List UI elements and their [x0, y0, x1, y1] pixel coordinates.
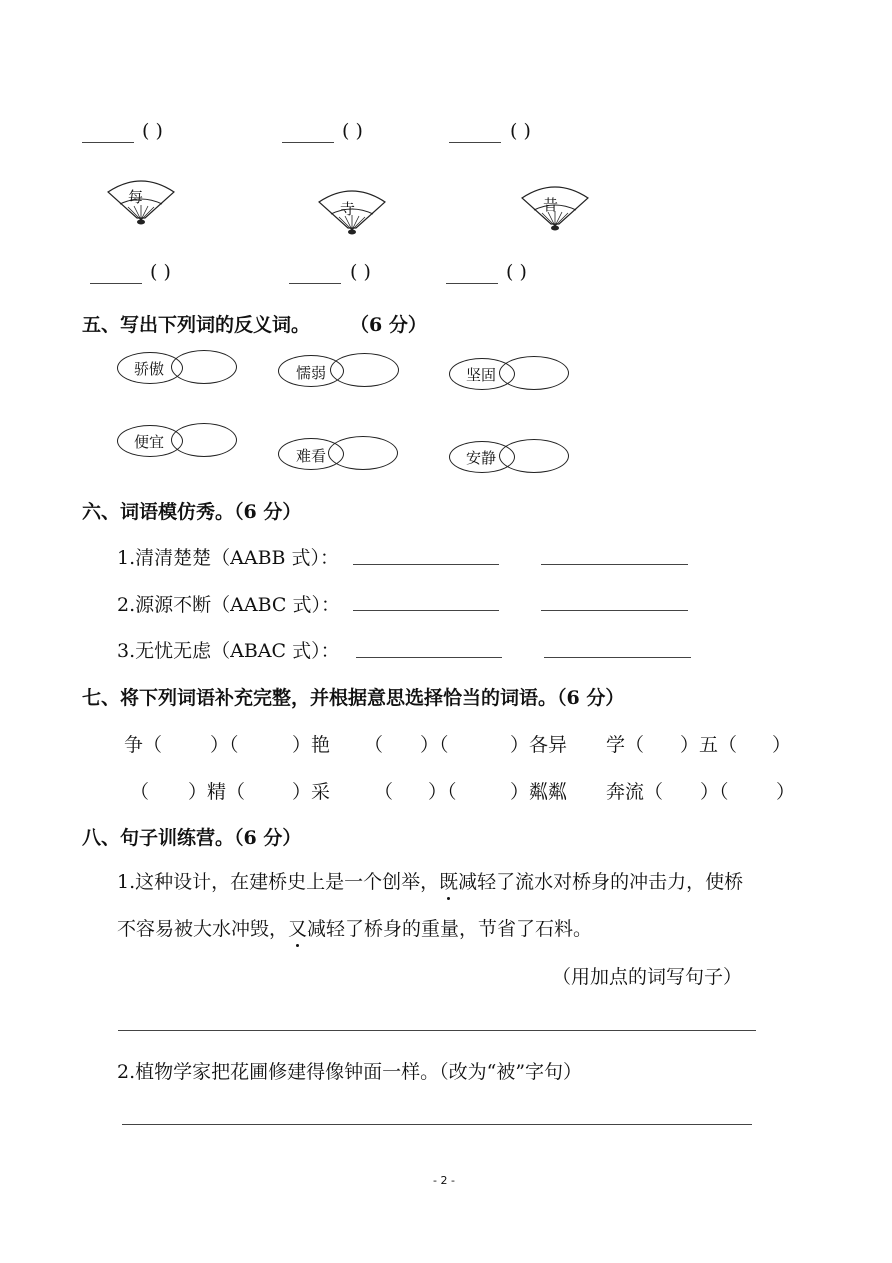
answer-oval[interactable]	[171, 350, 237, 384]
answer-line[interactable]	[541, 610, 688, 611]
page-number: - 2 -	[433, 1174, 455, 1187]
answer-line[interactable]	[289, 283, 341, 284]
question-hint: （用加点的词写句子）	[552, 966, 743, 988]
word-label: 懦弱	[296, 364, 327, 382]
fill-segment: 学（	[606, 734, 645, 756]
fill-segment: ）（	[210, 734, 239, 756]
answer-paren: ( )	[506, 261, 527, 283]
fill-segment: ）精（	[188, 781, 246, 803]
fan-character: 昔	[543, 196, 559, 214]
sentence-line	[117, 867, 743, 894]
answer-line[interactable]	[90, 283, 142, 284]
answer-paren: ( )	[142, 120, 163, 142]
answer-line[interactable]	[541, 564, 688, 565]
answer-line[interactable]	[356, 657, 502, 658]
answer-line[interactable]	[353, 564, 499, 565]
answer-line[interactable]	[82, 142, 134, 143]
answer-line[interactable]	[282, 142, 334, 143]
fill-segment: ）（	[700, 781, 729, 803]
sentence-line	[117, 914, 592, 941]
fill-segment: ）五（	[680, 734, 738, 756]
sentence-text: 1.这种设计，在建桥史上是一个创举，	[117, 871, 440, 893]
fill-segment: （	[130, 781, 150, 803]
word-label: 便宜	[134, 433, 165, 451]
answer-oval[interactable]	[328, 436, 398, 470]
answer-oval[interactable]	[171, 423, 237, 457]
fill-segment: ）各异	[510, 734, 568, 756]
answer-paren: ( )	[510, 120, 531, 142]
fill-segment: ）艳	[292, 734, 331, 756]
fill-segment: ）粼粼	[510, 781, 568, 803]
answer-oval[interactable]	[499, 439, 569, 473]
word-label: 安静	[466, 449, 497, 467]
answer-line[interactable]	[353, 610, 499, 611]
question-item: 2.植物学家把花圃修建得像钟面一样。（改为“被”字句）	[117, 1061, 583, 1083]
fan-character: 每	[128, 188, 144, 206]
answer-line[interactable]	[544, 657, 691, 658]
sentence-text: 减轻了桥身的重量，节省了石料。	[307, 918, 593, 940]
question-item: 2.源源不断（AABC 式）：	[117, 594, 340, 616]
sentence-text: 不容易被大水冲毁，	[117, 918, 289, 940]
fill-segment: 争（	[124, 734, 163, 756]
answer-line[interactable]	[118, 1030, 756, 1031]
word-label: 难看	[296, 447, 327, 465]
answer-oval[interactable]	[330, 353, 399, 387]
dotted-word: 既	[439, 867, 458, 894]
word-label: 坚固	[466, 366, 497, 384]
section-score: （6 分）	[350, 314, 427, 336]
answer-line[interactable]	[122, 1124, 752, 1125]
dotted-word: 又	[288, 914, 307, 941]
answer-line[interactable]	[446, 283, 498, 284]
question-item: 1.清清楚楚（AABB 式）：	[117, 547, 340, 569]
fill-segment: ）	[772, 734, 792, 756]
fan-character: 寺	[340, 200, 356, 218]
answer-paren: ( )	[350, 261, 371, 283]
fill-segment: ）（	[428, 781, 457, 803]
section-heading: 八、句子训练营。（6 分）	[82, 827, 302, 849]
section-heading: 七、将下列词语补充完整，并根据意思选择恰当的词语。（6 分）	[82, 687, 625, 709]
question-item: 3.无忧无虑（ABAC 式）：	[117, 640, 340, 662]
answer-oval[interactable]	[499, 356, 569, 390]
fill-segment: （	[364, 734, 384, 756]
section-heading: 五、写出下列词的反义词。	[82, 314, 311, 336]
fill-segment: 奔流（	[606, 781, 664, 803]
fill-segment: （	[374, 781, 394, 803]
fill-segment: ）采	[292, 781, 331, 803]
word-label: 骄傲	[134, 360, 165, 378]
answer-line[interactable]	[449, 142, 501, 143]
answer-paren: ( )	[342, 120, 363, 142]
answer-paren: ( )	[150, 261, 171, 283]
sentence-text: 减轻了流水对桥身的冲击力，使桥	[458, 871, 744, 893]
section-heading: 六、词语模仿秀。（6 分）	[82, 501, 302, 523]
fill-segment: ）（	[420, 734, 449, 756]
fill-segment: ）	[776, 781, 796, 803]
